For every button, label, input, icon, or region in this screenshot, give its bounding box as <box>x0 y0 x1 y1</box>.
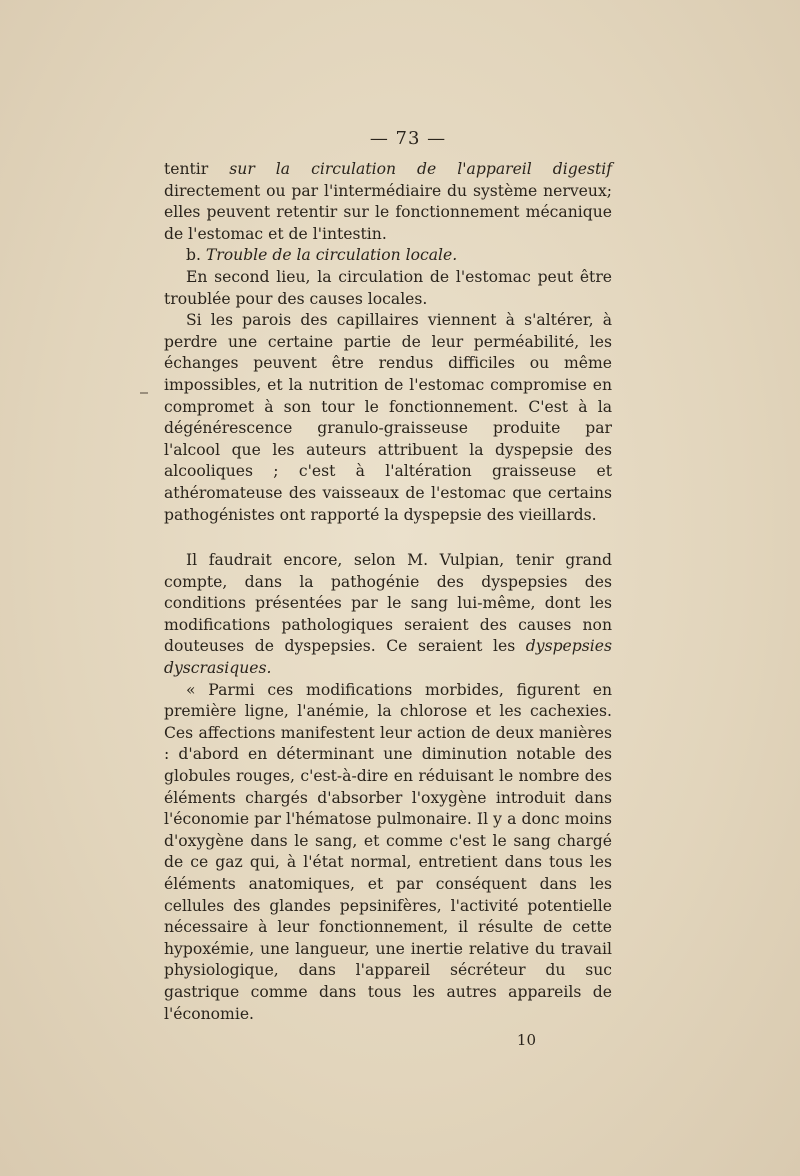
text-run: « Parmi ces modifications morbides, figurent en première ligne, l'anémie, la chlorose et les cachexies. Ces affections manifestent leur action de deux manières : d'abord en déterminant une diminution notable des globules rouges, c'est-à-dire en réduisant le nombre des éléments chargés d'absorber l'oxygène introduit dans l'économie par l'hématose pulmonaire. Il y a donc moins d'oxygène dans le sang, et comme c'est le sang chargé de ce gaz qui, à l'état normal, entretient dans tous les éléments anatomiques, et par conséquent dans les cellules des glandes pepsinifères, l'activité potentielle nécessaire à leur fonctionnement, il résulte de cette hypoxémie, une langueur, une inertie relative du travail physiologique, dans l'appareil sécréteur du suc gastrique comme dans tous les autres appareils de l'économie. <box>164 680 612 1023</box>
paragraph-p4 <box>164 310 612 526</box>
italic-text: dyspepsies dyscrasiques. <box>164 637 612 678</box>
text-run: Il faudrait encore, selon M. Vulpian, tenir grand compte, dans la pathogénie des dyspepsies des conditions présentées par le sang lui-même, dont les modifications pathologiques seraient des causes non douteuses de dyspepsies. Ce seraient les <box>164 551 612 656</box>
page-body <box>164 159 612 1025</box>
paragraph-p1 <box>164 159 612 245</box>
text-run: b. <box>186 246 206 265</box>
text-run: tentir <box>164 160 230 178</box>
document-page <box>164 128 612 1049</box>
paragraph-p2 <box>164 245 612 267</box>
text-run: En second lieu, la circulation de l'estomac peut être troublée pour des causes locales. <box>164 267 612 308</box>
page-number: — 73 — <box>369 128 447 149</box>
text-run: directement ou par l'intermédiaire du système nerveux; elles peuvent retentir sur le fonctionnement mécanique de l'estomac et de l'intestin. <box>164 181 612 243</box>
text-run: Si les parois des capillaires viennent à s'altérer, à perdre une certaine partie de leur perméabilité, les échanges peuvent être rendus difficiles ou même impossibles, et la nutrition de l'estomac compromise en compromet à son tour le fonctionnement. C'est à la dégénérescence granulo-graisseuse produite par l'alcool que les auteurs attribuent la dyspepsie des alcooliques ; c'est à l'altération graisseuse et athéromateuse des vaisseaux de l'estomac que certains pathogénistes ont rapporté la dyspepsie des vieillards. <box>164 311 612 524</box>
italic-text: sur la circulation de l'appareil digestif <box>229 160 613 178</box>
margin-mark <box>140 392 148 394</box>
signature-mark: 10 <box>516 1031 536 1050</box>
paragraph-p5 <box>164 550 612 680</box>
paragraph-p3 <box>164 267 612 310</box>
paragraph-p6 <box>164 680 612 1026</box>
italic-text: Trouble de la circulation locale. <box>205 246 458 265</box>
